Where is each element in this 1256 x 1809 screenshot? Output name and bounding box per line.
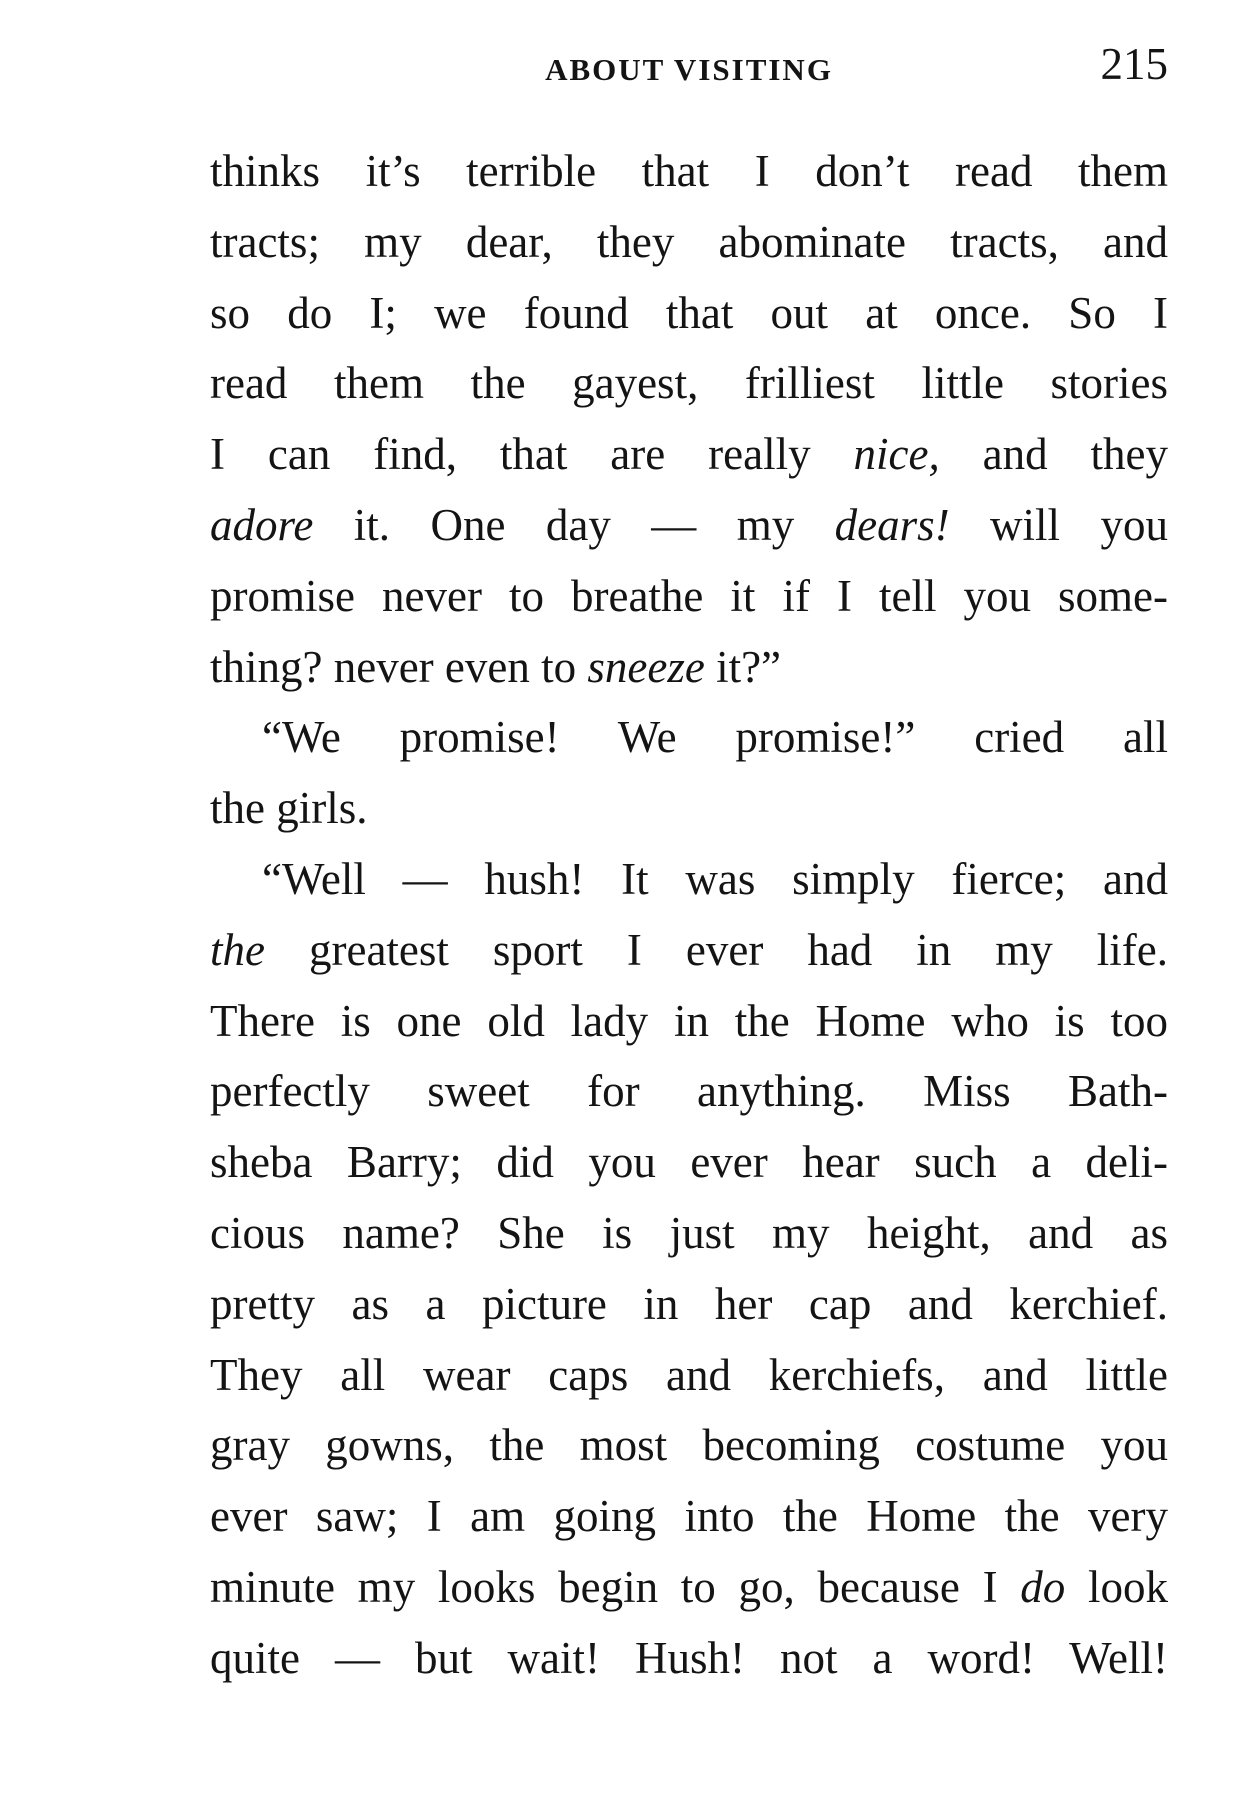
- text-run: it. One day — my: [313, 499, 835, 550]
- text-run: gray gowns, the most becoming costume you: [210, 1420, 1168, 1471]
- text-line: [210, 1198, 1168, 1269]
- text-run: ever saw; I am going into the Home the very: [210, 1491, 1168, 1542]
- text-line: [210, 561, 1168, 632]
- text-line: [210, 1623, 1168, 1694]
- text-run: “We promise! We promise!” cried all: [262, 712, 1168, 763]
- text-line: [210, 915, 1168, 986]
- text-line: [210, 632, 1168, 703]
- text-line: [210, 136, 1168, 207]
- page-header: [210, 38, 1168, 98]
- text-line: [210, 844, 1168, 915]
- text-run: pretty as a picture in her cap and kerchief.: [210, 1278, 1168, 1329]
- text-line: [210, 1127, 1168, 1198]
- text-run: it?”: [704, 641, 782, 692]
- italic-text: the: [210, 924, 265, 975]
- text-run: greatest sport I ever had in my life.: [264, 924, 1168, 975]
- page-number: 215: [1100, 39, 1168, 89]
- text-run: They all wear caps and kerchiefs, and little: [210, 1349, 1168, 1400]
- text-run: read them the gayest, frilliest little stories: [210, 358, 1168, 409]
- text-run: sheba Barry; did you ever hear such a deli-: [210, 1137, 1168, 1188]
- text-line: [210, 1340, 1168, 1411]
- text-line: [210, 207, 1168, 278]
- text-line: [210, 1056, 1168, 1127]
- text-line: [210, 278, 1168, 349]
- text-run: thing? never even to: [210, 641, 588, 692]
- italic-text: do: [1020, 1561, 1066, 1612]
- text-line: [210, 1269, 1168, 1340]
- text-run: cious name? She is just my height, and as: [210, 1207, 1168, 1258]
- text-line: [210, 986, 1168, 1057]
- text-run: so do I; we found that out at once. So I: [210, 287, 1168, 338]
- text-run: will you: [949, 499, 1168, 550]
- text-run: perfectly sweet for anything. Miss Bath-: [210, 1066, 1168, 1117]
- running-title: ABOUT VISITING: [545, 52, 833, 87]
- italic-text: nice,: [853, 429, 940, 480]
- text-run: thinks it’s terrible that I don’t read them: [210, 146, 1168, 196]
- text-run: promise never to breathe it if I tell you some-: [210, 570, 1168, 621]
- text-run: and they: [939, 429, 1168, 480]
- text-run: I can find, that are really: [210, 429, 854, 480]
- body-text: [210, 136, 1168, 1694]
- text-line: [210, 773, 1168, 844]
- text-run: There is one old lady in the Home who is too: [210, 995, 1168, 1046]
- text-line: [210, 490, 1168, 561]
- text-run: tracts; my dear, they abominate tracts, and: [210, 216, 1168, 267]
- italic-text: sneeze: [587, 641, 705, 692]
- text-run: the girls.: [210, 783, 368, 834]
- text-line: [210, 1552, 1168, 1623]
- text-line: [210, 348, 1168, 419]
- text-line: [210, 419, 1168, 490]
- text-run: minute my looks begin to go, because I: [210, 1561, 1021, 1612]
- text-run: quite — but wait! Hush! not a word! Well!: [210, 1632, 1168, 1683]
- text-run: look: [1065, 1561, 1168, 1612]
- text-line: [210, 1410, 1168, 1481]
- text-run: “Well — hush! It was simply fierce; and: [262, 853, 1168, 904]
- italic-text: adore: [210, 499, 314, 550]
- text-line: [210, 702, 1168, 773]
- italic-text: dears!: [834, 499, 950, 550]
- text-line: [210, 1481, 1168, 1552]
